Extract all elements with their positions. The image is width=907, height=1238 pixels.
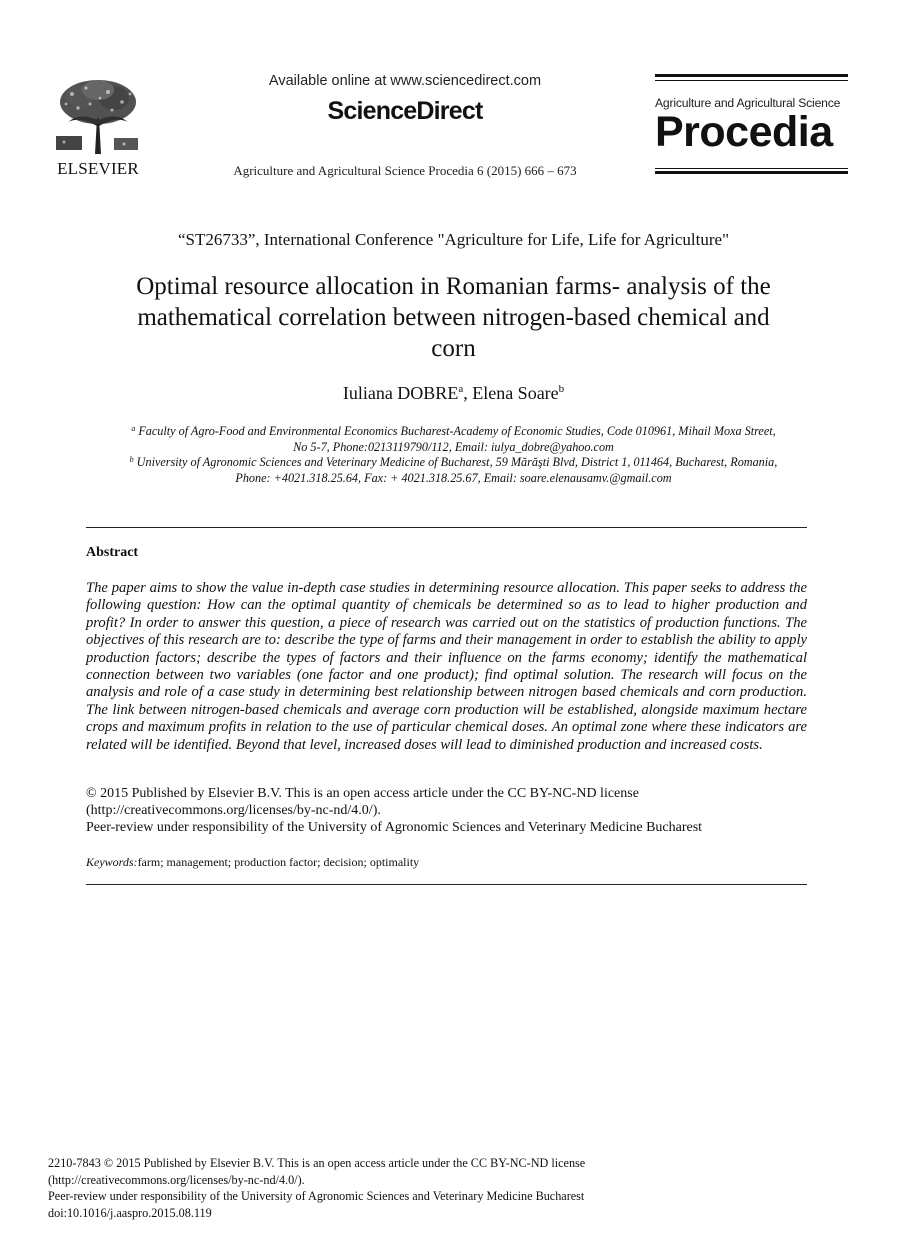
sciencedirect-logo[interactable]: ScienceDirect <box>327 97 483 125</box>
footer-issn-line: 2210-7843 © 2015 Published by Elsevier B.V. This is an open access article under the CC BY-NC-ND license <box>48 1156 586 1170</box>
affiliation-a <box>90 421 817 455</box>
elsevier-tree-icon <box>50 76 146 156</box>
procedia-bottom-rule-thin <box>655 168 848 169</box>
affil-mark: a <box>131 424 136 433</box>
author-affil-mark: b <box>558 383 565 395</box>
author-separator: , <box>463 383 473 403</box>
available-online-text: Available online at www.sciencedirect.com <box>268 73 542 89</box>
copyright-line: © 2015 Published by Elsevier B.V. This is an open access article under the CC BY-NC-ND license <box>86 786 639 801</box>
procedia-bottom-rule <box>655 171 848 174</box>
copyright-notice <box>86 785 807 836</box>
footer-peer-review-line: Peer-review under responsibility of the University of Agronomic Sciences and Veterinary Medicine Bucharest <box>48 1189 585 1203</box>
license-link[interactable]: http://creativecommons.org/licenses/by-nc-nd/4.0/ <box>90 803 373 818</box>
page-footer <box>48 1155 868 1221</box>
affiliation-b <box>90 452 817 486</box>
conference-name: “ST26733”, International Conference "Agriculture for Life, Life for Agriculture" <box>177 230 730 249</box>
keywords-list: farm; management; production factor; decision; optimality <box>137 855 420 869</box>
abstract-heading: Abstract <box>86 545 139 560</box>
divider <box>86 527 807 528</box>
author-list <box>100 383 807 404</box>
title-line: Optimal resource allocation in Romanian farms- analysis of the <box>136 273 771 300</box>
procedia-wordmark: Procedia <box>655 108 833 156</box>
author-name: Elena Soare <box>472 383 559 403</box>
title-line: corn <box>431 335 476 362</box>
author-affil-mark: a <box>458 383 464 395</box>
procedia-top-rule-thin <box>655 80 848 81</box>
procedia-logo <box>655 74 848 176</box>
license-line: (http://creativecommons.org/licenses/by-nc-nd/4.0/). <box>86 803 381 818</box>
journal-citation: Agriculture and Agricultural Science Procedia 6 (2015) 666 – 673 <box>233 163 577 178</box>
keywords <box>86 855 807 870</box>
elsevier-wordmark: ELSEVIER <box>57 159 139 178</box>
affil-mark: b <box>129 455 134 464</box>
affiliation-line: Phone: +4021.318.25.64, Fax: + 4021.318.25.67, Email: soare.elenausamv.@gmail.com <box>235 470 672 485</box>
author-name: Iuliana DOBRE <box>342 383 459 403</box>
paper-title <box>80 271 827 364</box>
keywords-label: Keywords: <box>86 855 138 869</box>
abstract-text: The paper aims to show the value in-depth case studies in determining resource allocation. This paper seeks to address the following question: How can the optimal quantity of chemicals be determined so as to lead to higher production and profit? In order to answer this question, a piece of research was carried out on the statistics of production functions. The objectives of this research are to: describe the type of farms and their management in order to establish the ability to apply production factors; describe the types of factors and their influence on the farms economy; identify the mathematical connection between two variables (one factor and one product); find optimal solution. The research will focus on the analysis and role of a case study in determining best relationship between nitrogen based chemicals and corn production. The link between nitrogen-based chemicals and average corn production will be established, alongside maximum hectare crops and maximum profits in relation to the use of particular chemical doses. An optimal zone where these indicators are related will be identified. Beyond that level, increased doses will lead to diminished production and increased costs. <box>86 580 807 753</box>
title-line: mathematical correlation between nitrogen-based chemical and <box>137 304 770 331</box>
procedia-top-rule <box>655 74 848 77</box>
peer-review-line: Peer-review under responsibility of the University of Agronomic Sciences and Veterinary Medicine Bucharest <box>86 820 703 835</box>
elsevier-logo <box>50 76 146 176</box>
footer-doi[interactable]: doi:10.1016/j.aaspro.2015.08.119 <box>48 1205 212 1220</box>
footer-license-line: (http://creativecommons.org/licenses/by-nc-nd/4.0/). <box>48 1172 305 1187</box>
footer-license-link[interactable]: http://creativecommons.org/licenses/by-nc-nd/4.0/ <box>52 1172 298 1187</box>
affiliation-line: No 5-7, Phone:0213119790/112, Email: iulya_dobre@yahoo.com <box>293 439 614 454</box>
divider <box>86 884 807 885</box>
procedia-subtitle: Agriculture and Agricultural Science <box>655 96 841 110</box>
affiliation-line: $^a$ Faculty of Agro-Food and Environmental Economics Bucharest-Academy of Economic Studies, Code 010961, Mihail Moxa Street, <box>131 424 776 438</box>
affiliation-line: $^b$ University of Agronomic Sciences and Veterinary Medicine of Bucharest, 59 Mărăşti Blvd, District 1, 011464, Bucharest, Romania, <box>129 455 778 469</box>
